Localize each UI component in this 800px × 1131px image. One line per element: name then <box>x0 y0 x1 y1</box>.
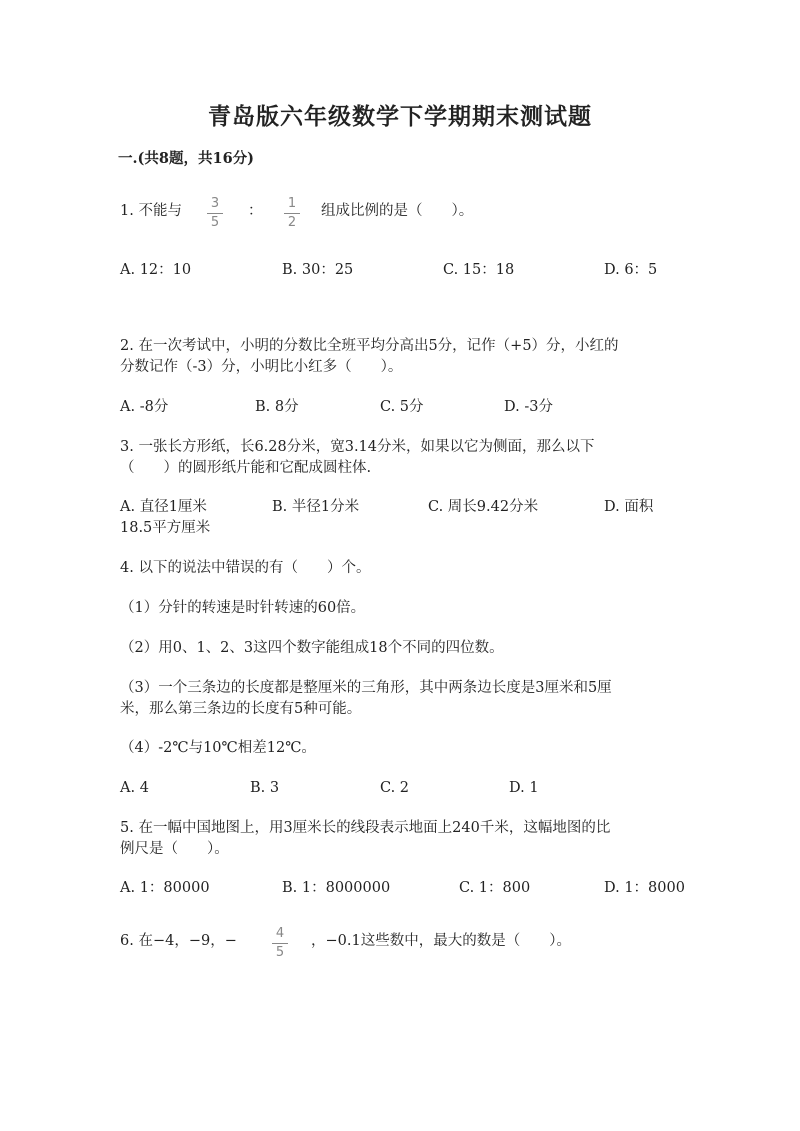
q3-option-d-continued: 18.5平方厘米 <box>120 520 211 536</box>
q5-option-c: C. 1：800 <box>459 880 531 896</box>
q3-line-2: （ ）的圆形纸片能和它配成圆柱体. <box>120 460 372 476</box>
q1-fraction-3-5 <box>206 196 224 231</box>
q4-statement-1: （1）分针的转速是时针转速的60倍。 <box>120 600 366 616</box>
q1-fraction-1-2 <box>283 196 301 231</box>
page-title: 青岛版六年级数学下学期期末测试题 <box>208 103 592 130</box>
q6-frac-denominator: 5 <box>275 945 285 960</box>
q1-option-c: C. 15：18 <box>443 262 515 278</box>
fraction-bar <box>272 943 288 944</box>
q4-option-b: B. 3 <box>250 780 280 796</box>
q4-stem: 4. 以下的说法中错误的有（ ）个。 <box>120 560 371 576</box>
q1-frac1-denominator: 5 <box>210 215 220 230</box>
q1-colon: ： <box>248 203 263 219</box>
q2-option-b: B. 8分 <box>255 399 299 415</box>
q4-option-d: D. 1 <box>509 780 539 796</box>
q6-prefix: 6. 在−4，−9，− <box>120 933 237 949</box>
q3-option-a: A. 直径1厘米 <box>120 499 207 515</box>
q1-frac2-denominator: 2 <box>287 215 297 230</box>
q4-statement-3-line-2: 米，那么第三条边的长度有5种可能。 <box>120 701 362 717</box>
q4-option-a: A. 4 <box>120 780 149 796</box>
fraction-bar <box>207 213 223 214</box>
q2-option-a: A. -8分 <box>120 399 169 415</box>
q1-suffix: 组成比例的是（ ）。 <box>321 203 474 219</box>
q5-option-a: A. 1：80000 <box>120 880 210 896</box>
q1-option-a: A. 12：10 <box>120 262 192 278</box>
q5-line-2: 例尺是（ ）。 <box>120 841 229 857</box>
q6-suffix: ，−0.1这些数中，最大的数是（ ）。 <box>311 933 571 949</box>
q2-option-d: D. -3分 <box>504 399 553 415</box>
q5-option-d: D. 1：8000 <box>604 880 685 896</box>
q4-option-c: C. 2 <box>380 780 410 796</box>
q3-option-c: C. 周长9.42分米 <box>428 499 539 515</box>
q2-line-1: 2. 在一次考试中，小明的分数比全班平均分高出5分，记作（+5）分，小红的 <box>120 338 619 354</box>
q2-option-c: C. 5分 <box>380 399 424 415</box>
q5-line-1: 5. 在一幅中国地图上，用3厘米长的线段表示地面上240千米，这幅地图的比 <box>120 820 611 836</box>
q2-line-2: 分数记作（-3）分，小明比小红多（ ）。 <box>120 359 403 375</box>
q3-option-b: B. 半径1分米 <box>272 499 360 515</box>
q3-option-d: D. 面积 <box>604 499 654 515</box>
q1-frac2-numerator: 1 <box>287 196 297 211</box>
section-heading: 一.(共8题，共16分) <box>118 150 255 167</box>
q1-option-b: B. 30：25 <box>282 262 354 278</box>
q6-fraction-4-5 <box>271 926 289 961</box>
q1-option-d: D. 6：5 <box>604 262 658 278</box>
q4-statement-3-line-1: （3）一个三条边的长度都是整厘米的三角形，其中两条边长度是3厘米和5厘 <box>120 680 612 696</box>
q4-statement-2: （2）用0、1、2、3这四个数字能组成18个不同的四位数。 <box>120 640 504 656</box>
q6-frac-numerator: 4 <box>275 926 285 941</box>
fraction-bar <box>284 213 300 214</box>
q4-statement-4: （4）-2℃与10℃相差12℃。 <box>120 740 316 756</box>
q1-prefix: 1. 不能与 <box>120 203 182 219</box>
q5-option-b: B. 1：8000000 <box>282 880 391 896</box>
q1-frac1-numerator: 3 <box>210 196 220 211</box>
q3-line-1: 3. 一张长方形纸，长6.28分米，宽3.14分米，如果以它为侧面，那么以下 <box>120 439 595 455</box>
